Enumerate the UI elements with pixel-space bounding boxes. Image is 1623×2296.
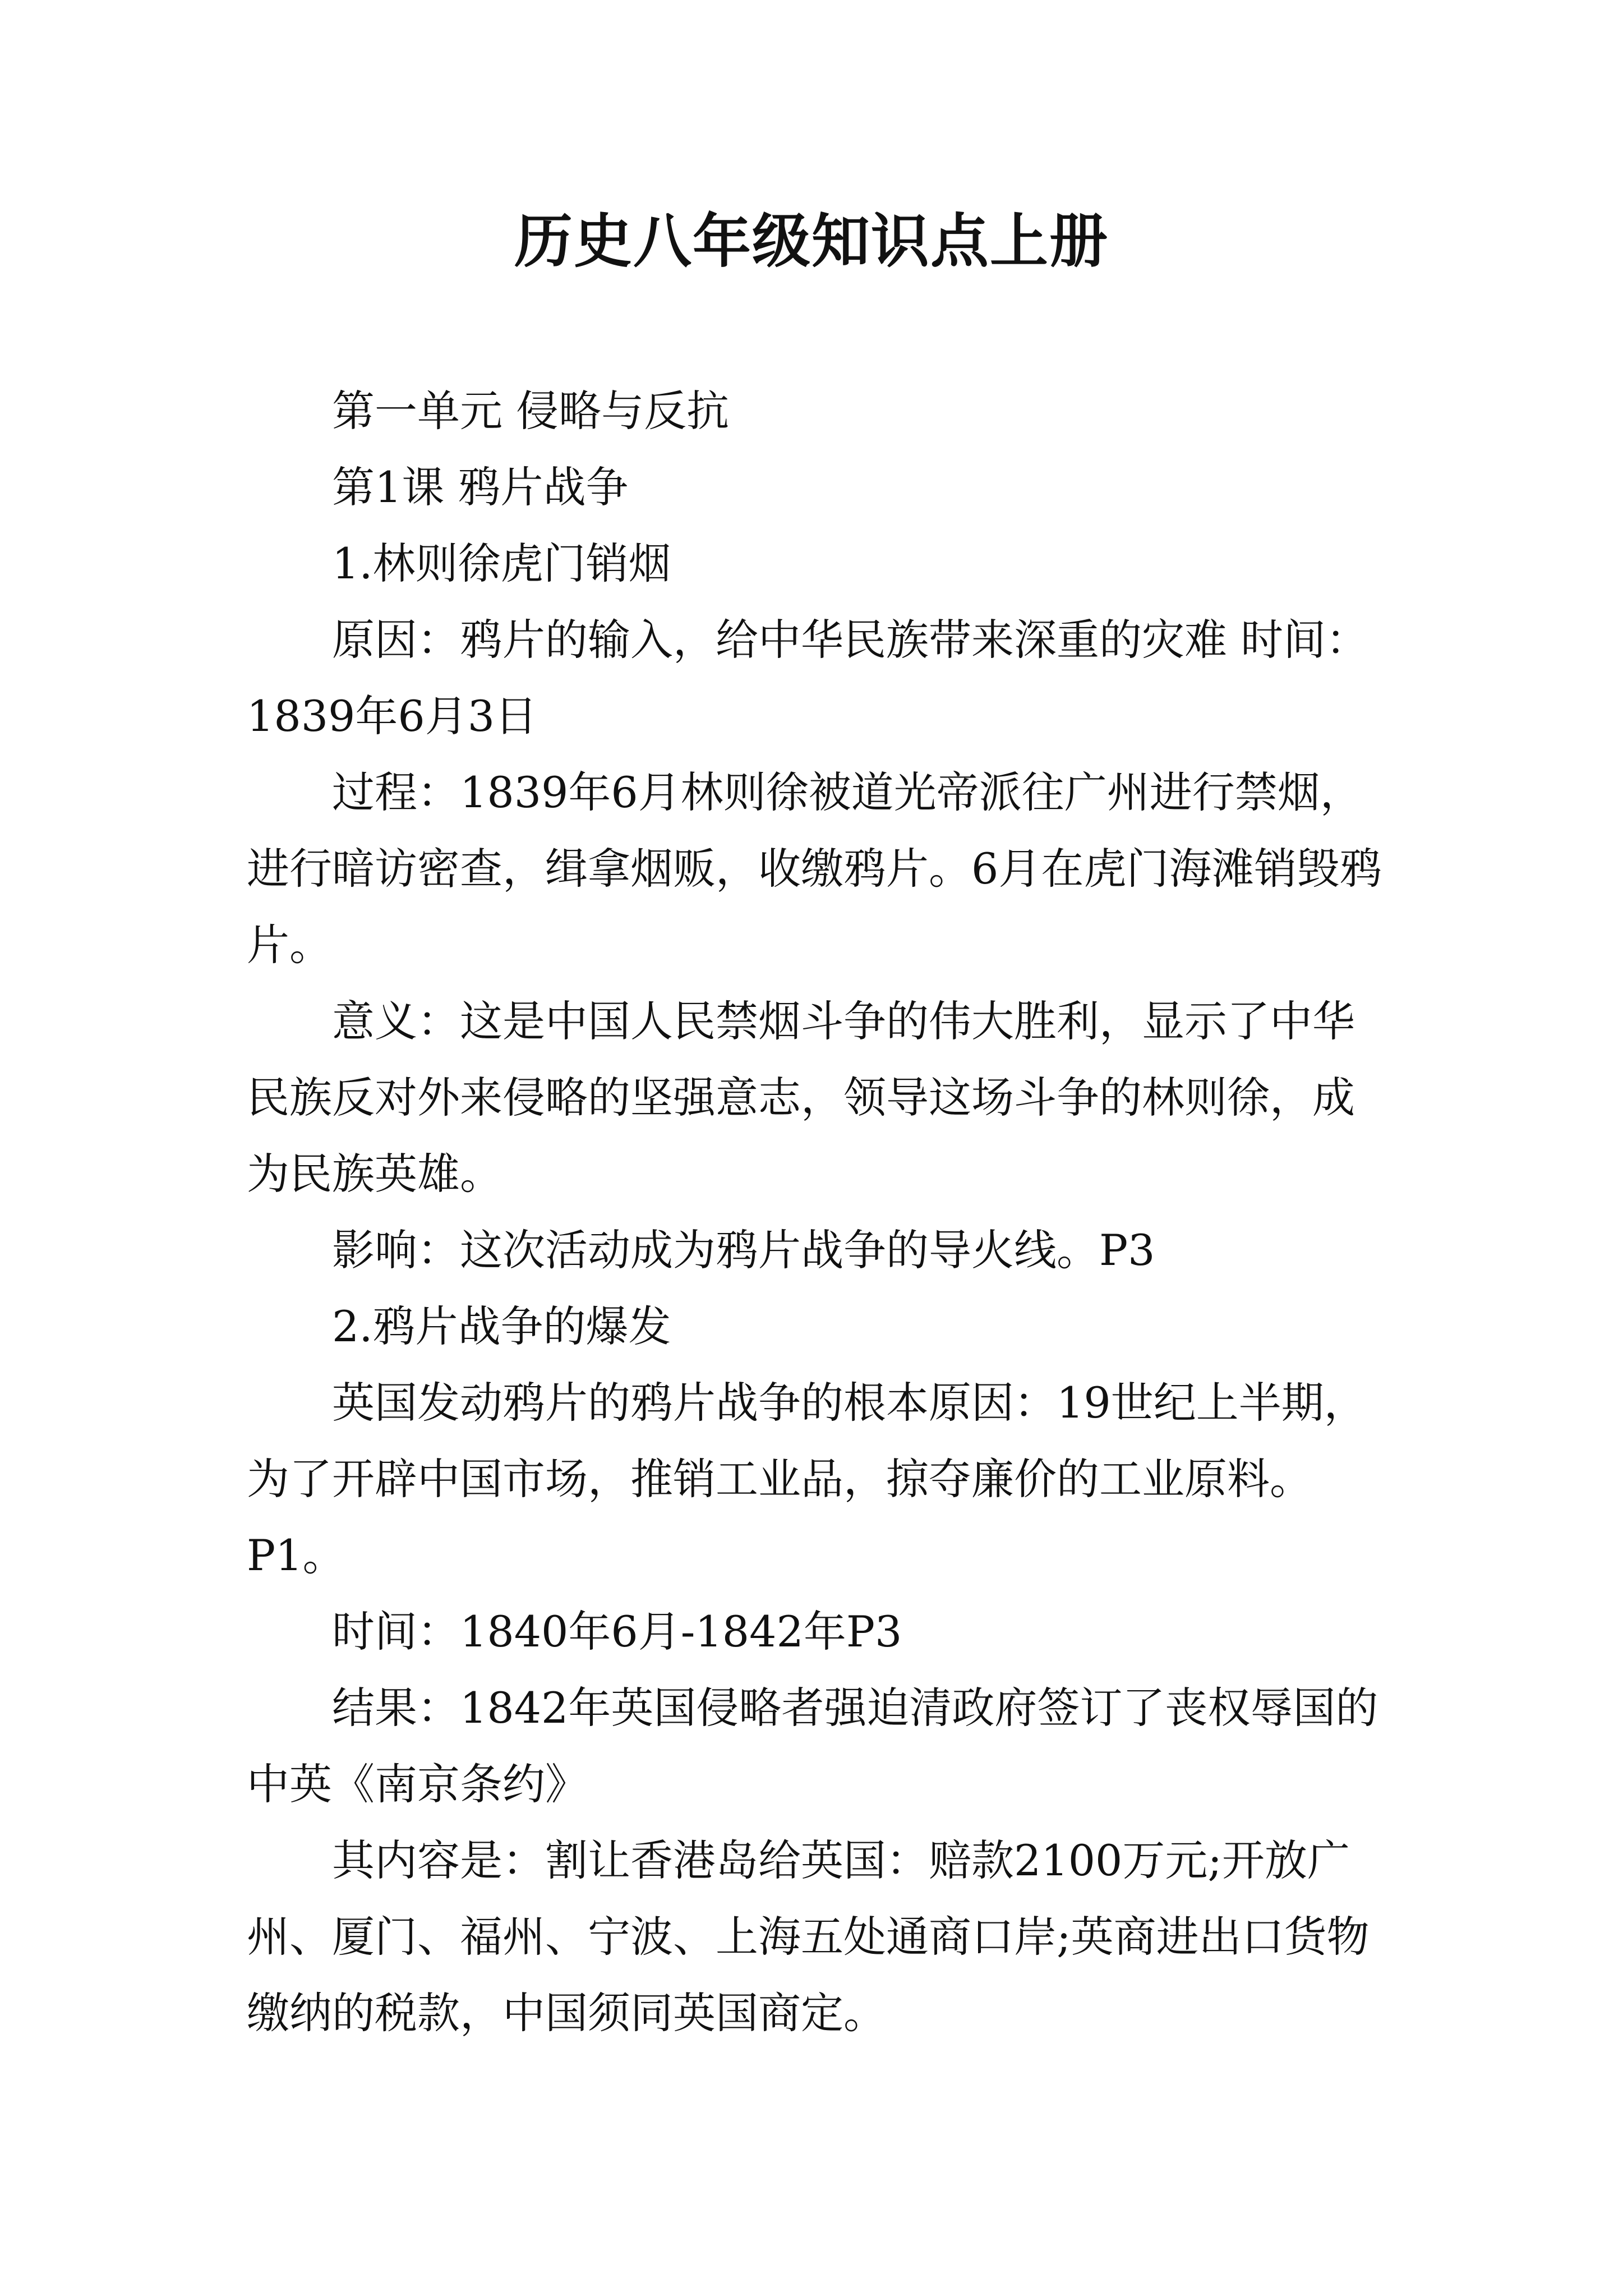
paragraph: 其内容是：割让香港岛给英国：赔款2100万元;开放广州、厦门、福州、宁波、上海五处通商口岸;英商进出口货物缴纳的税款，中国须同英国商定。 [247,1835,1370,2038]
lesson-heading: 第1课 鸦片战争 [332,462,629,512]
paragraph: 影响：这次活动成为鸦片战争的导火线。P3 [332,1225,1155,1275]
unit-heading: 第一单元 侵略与反抗 [332,386,730,436]
document-title: 历史八年级知识点上册 [514,206,1109,275]
section-heading: 1.林则徐虎门销烟 [332,539,671,588]
paragraph: 时间：1840年6月-1842年P3 [332,1607,902,1657]
paragraph: 过程：1839年6月林则徐被道光帝派往广州进行禁烟，进行暗访密查，缉拿烟贩，收缴鸦片。6月在虎门海滩销毁鸦片。 [247,767,1382,970]
paragraph: 结果：1842年英国侵略者强迫清政府签订了丧权辱国的中英《南京条约》 [247,1683,1378,1809]
paragraph: 英国发动鸦片的鸦片战争的根本原因：19世纪上半期，为了开辟中国市场，推销工业品，掠夺廉价的工业原料。P1。 [247,1378,1367,1580]
document-body [247,373,1385,2051]
paragraph: 意义：这是中国人民禁烟斗争的伟大胜利，显示了中华民族反对外来侵略的坚强意志，领导这场斗争的林则徐，成为民族英雄。 [247,996,1355,1199]
paragraph: 原因：鸦片的输入，给中华民族带来深重的灾难 时间：1839年6月3日 [247,615,1369,741]
section-heading: 2.鸦片战争的爆发 [332,1301,671,1351]
